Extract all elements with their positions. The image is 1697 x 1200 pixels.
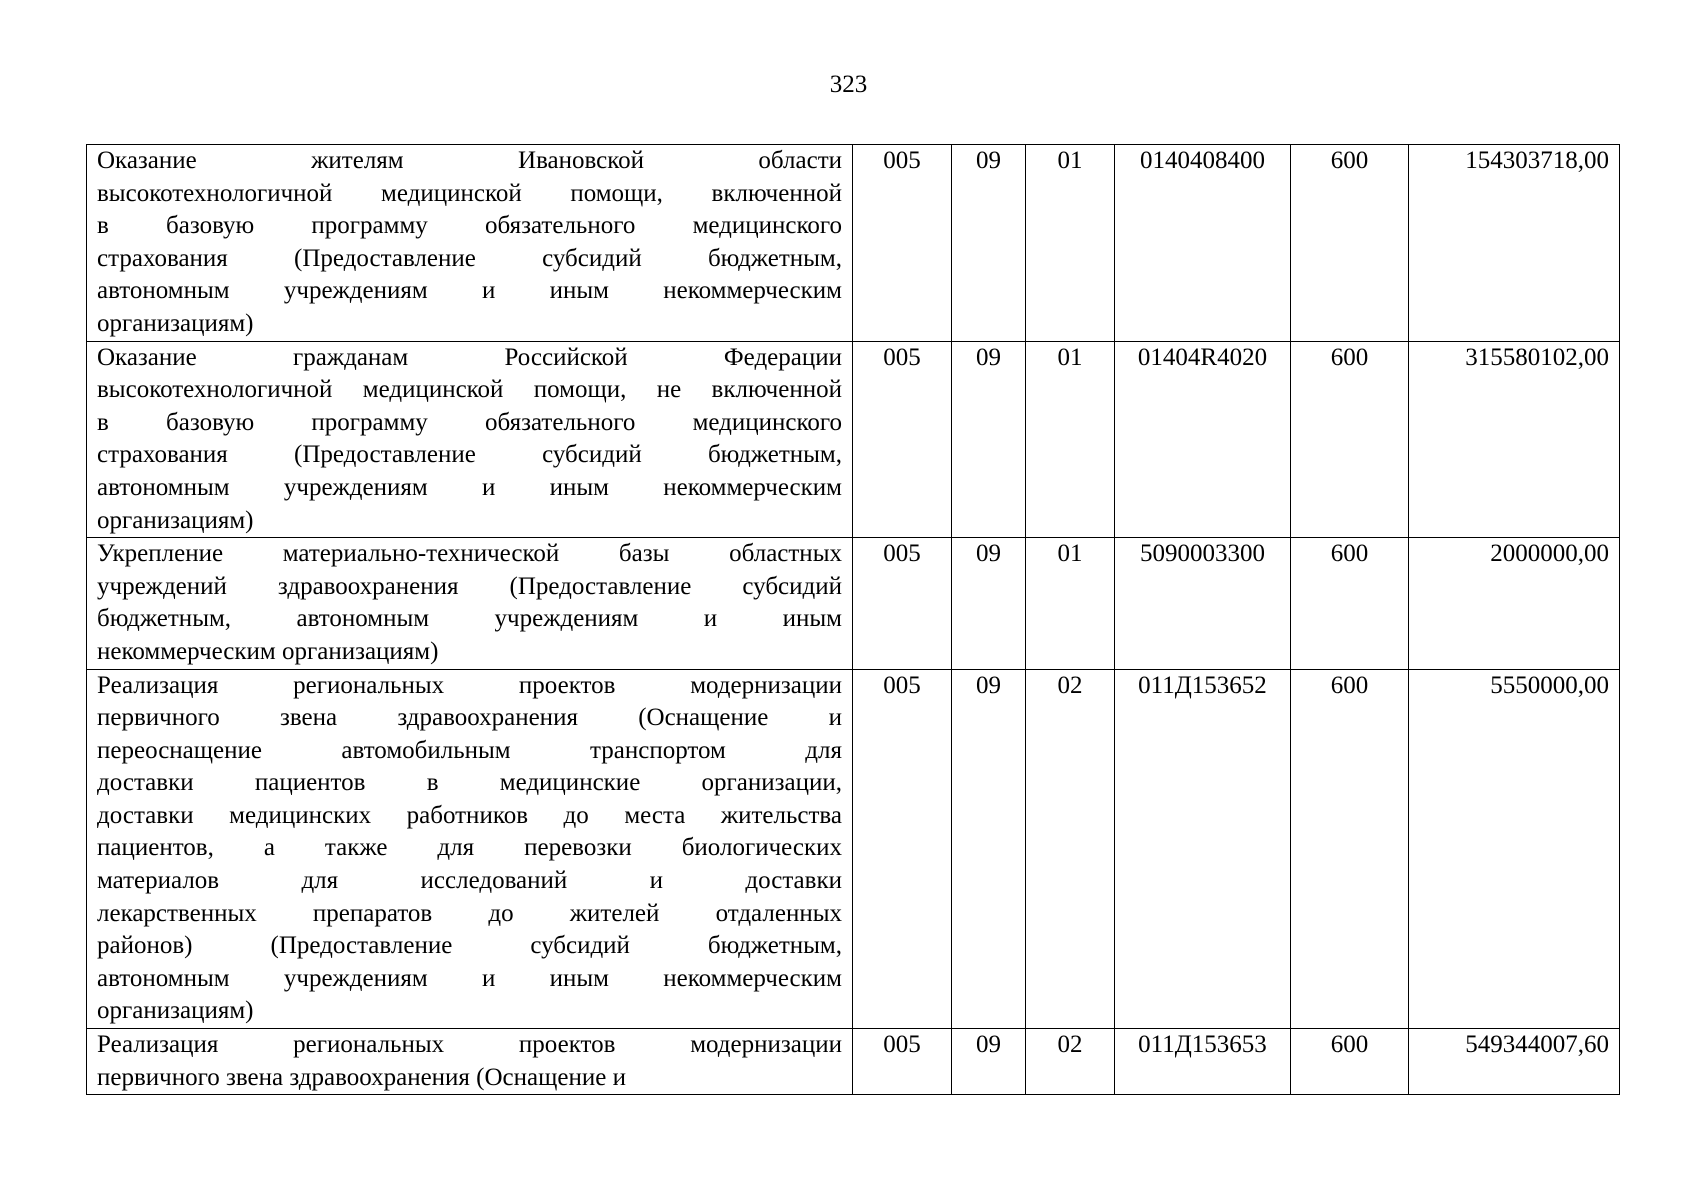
subsection-code-cell: 01 [1026,538,1115,669]
target-article-cell: 01404R4020 [1115,341,1291,538]
ministry-code-cell: 005 [853,145,952,342]
expense-type-cell: 600 [1291,669,1409,1029]
description-line: районов) (Предоставление субсидий бюджетным, [97,932,842,960]
ministry-code-cell: 005 [853,669,952,1029]
description-line: переоснащение автомобильным транспортом для [97,736,842,764]
expense-type-cell: 600 [1291,1029,1409,1095]
ministry-code-cell: 005 [853,1029,952,1095]
description-line: автономным учреждениям и иным некоммерческим [97,277,842,305]
description-line: в базовую программу обязательного медицинского [97,212,842,240]
description-line: организациям) [97,309,254,337]
description-line: автономным учреждениям и иным некоммерческим [97,964,842,992]
target-article-cell: 5090003300 [1115,538,1291,669]
description-cell [87,1029,853,1095]
description-line: первичного звена здравоохранения (Оснащение и [97,1063,626,1091]
budget-table [86,144,1620,1095]
amount-cell: 2000000,00 [1409,538,1620,669]
description-line: Реализация региональных проектов модернизации [97,671,842,699]
description-line: в базовую программу обязательного медицинского [97,408,842,436]
section-code-cell: 09 [952,341,1026,538]
description-line: высокотехнологичной медицинской помощи, не включенной [97,376,842,404]
description-line: доставки медицинских работников до места жительства [97,801,842,829]
ministry-code-cell: 005 [853,341,952,538]
table-row [87,538,1620,669]
description-line: страхования (Предоставление субсидий бюджетным, [97,244,842,272]
description-line: материалов для исследований и доставки [97,867,842,895]
description-line: учреждений здравоохранения (Предоставление субсидий [97,572,842,600]
description-line: Оказание жителям Ивановской области [97,147,842,174]
page-number: 323 [829,71,868,98]
table-row [87,669,1620,1029]
description-cell [87,538,853,669]
description-line: первичного звена здравоохранения (Оснащение и [97,704,842,732]
section-code-cell: 09 [952,669,1026,1029]
target-article-cell: 011Д153652 [1115,669,1291,1029]
table-row [87,341,1620,538]
description-line: доставки пациентов в медицинские организации, [97,769,842,797]
section-code-cell: 09 [952,145,1026,342]
description-line: Оказание гражданам Российской Федерации [97,343,842,371]
budget-table-body [87,145,1620,1095]
description-line: некоммерческим организациям) [97,637,439,665]
description-line: автономным учреждениям и иным некоммерческим [97,473,842,501]
description-line: высокотехнологичной медицинской помощи, включенной [97,179,842,207]
ministry-code-cell: 005 [853,538,952,669]
section-code-cell: 09 [952,538,1026,669]
target-article-cell: 011Д153653 [1115,1029,1291,1095]
description-line: организациям) [97,997,254,1025]
section-code-cell: 09 [952,1029,1026,1095]
table-row [87,145,1620,342]
expense-type-cell: 600 [1291,145,1409,342]
amount-cell: 5550000,00 [1409,669,1620,1029]
description-line: Укрепление материально-технической базы областных [97,540,842,568]
subsection-code-cell: 02 [1026,669,1115,1029]
description-cell [87,145,853,342]
target-article-cell: 0140408400 [1115,145,1291,342]
subsection-code-cell: 01 [1026,145,1115,342]
amount-cell: 154303718,00 [1409,145,1620,342]
expense-type-cell: 600 [1291,341,1409,538]
amount-cell: 315580102,00 [1409,341,1620,538]
description-cell [87,669,853,1029]
description-line: лекарственных препаратов до жителей отдаленных [97,899,842,927]
description-line: организациям) [97,506,254,534]
subsection-code-cell: 01 [1026,341,1115,538]
description-cell [87,341,853,538]
amount-cell: 549344007,60 [1409,1029,1620,1095]
description-line: Реализация региональных проектов модернизации [97,1031,842,1059]
table-row [87,1029,1620,1095]
description-line: бюджетным, автономным учреждениям и иным [97,605,842,633]
expense-type-cell: 600 [1291,538,1409,669]
description-line: пациентов, а также для перевозки биологических [97,834,842,862]
subsection-code-cell: 02 [1026,1029,1115,1095]
description-line: страхования (Предоставление субсидий бюджетным, [97,441,842,469]
